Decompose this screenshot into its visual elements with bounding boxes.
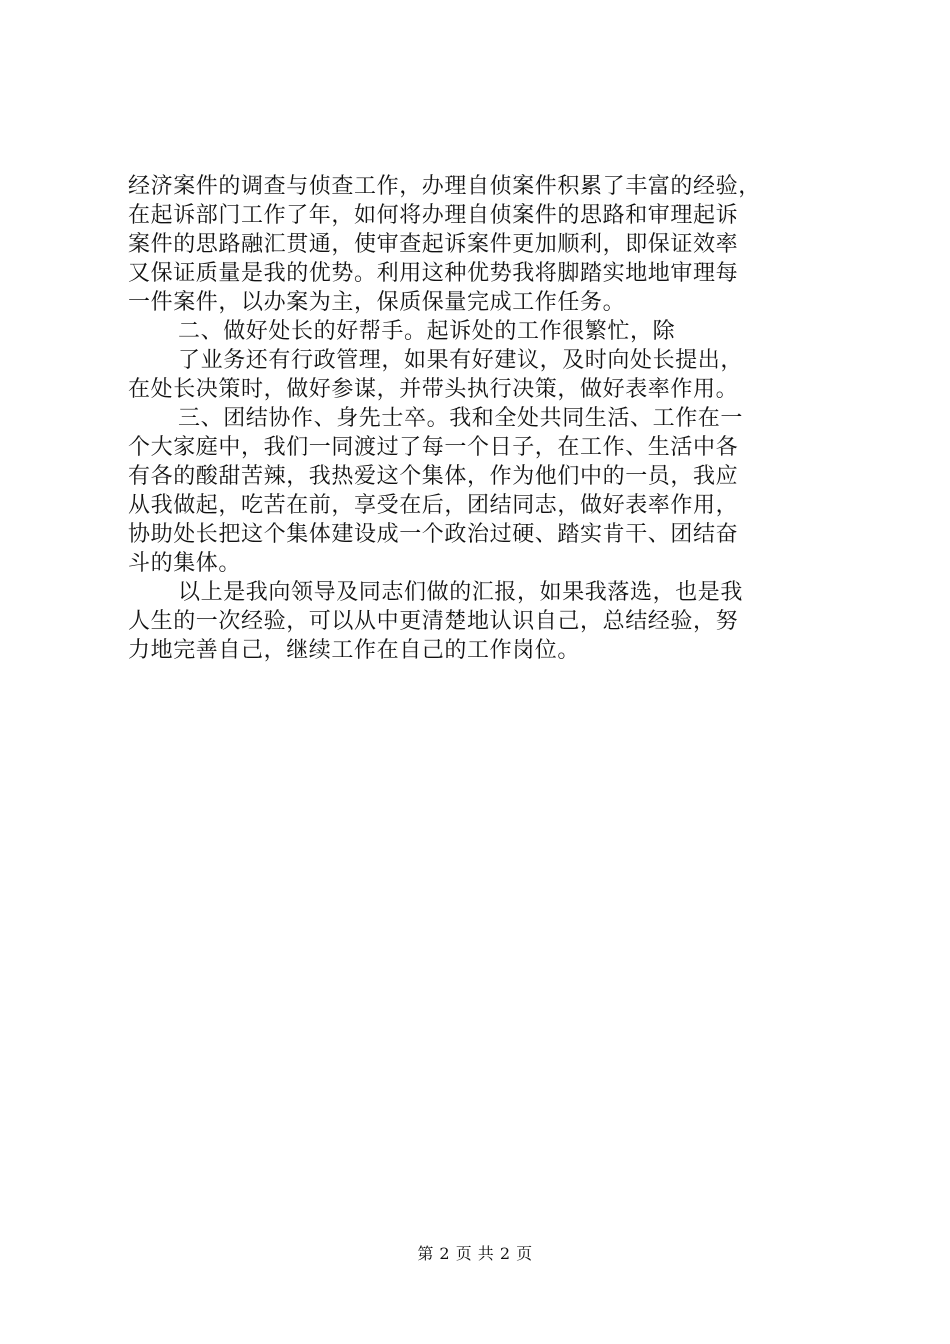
text-line: 人生的一次经验，可以从中更清楚地认识自己，总结经验，努: [128, 609, 739, 634]
page-footer: [0, 1242, 950, 1266]
text-line: 二、做好处长的好帮手。起诉处的工作很繁忙，除: [178, 319, 676, 344]
text-line: 在起诉部门工作了年，如何将办理自侦案件的思路和审理起诉: [128, 203, 739, 228]
text-line: 有各的酸甜苦辣，我热爱这个集体，作为他们中的一员，我应: [128, 464, 739, 489]
text-line: 从我做起，吃苦在前，享受在后，团结同志，做好表率作用，: [128, 493, 739, 518]
text-line: 三、团结协作、身先士卒。我和全处共同生活、工作在一: [178, 406, 744, 431]
text-line: 斗的集体。: [128, 551, 242, 576]
text-line: 了业务还有行政管理，如果有好建议，及时向处长提出，: [178, 348, 744, 373]
text-line: 案件的思路融汇贯通，使审查起诉案件更加顺利，即保证效率: [128, 232, 739, 257]
text-line: 又保证质量是我的优势。利用这种优势我将脚踏实地地审理每: [128, 261, 739, 286]
text-line: 一件案件，以办案为主，保质保量完成工作任务。: [128, 290, 626, 315]
document-body: [128, 172, 832, 665]
text-line: 协助处长把这个集体建设成一个政治过硬、踏实肯干、团结奋: [128, 522, 739, 547]
text-line: 以上是我向领导及同志们做的汇报，如果我落选，也是我: [178, 580, 744, 605]
text-line: 在处长决策时，做好参谋，并带头执行决策，做好表率作用。: [128, 377, 739, 402]
text-line: 个大家庭中，我们一同渡过了每一个日子，在工作、生活中各: [128, 435, 739, 460]
text-line: 经济案件的调查与侦查工作，办理自侦案件积累了丰富的经验，: [128, 174, 761, 199]
page-number-indicator: 第 2 页 共 2 页: [417, 1244, 533, 1263]
text-line: 力地完善自己，继续工作在自己的工作岗位。: [128, 638, 581, 663]
